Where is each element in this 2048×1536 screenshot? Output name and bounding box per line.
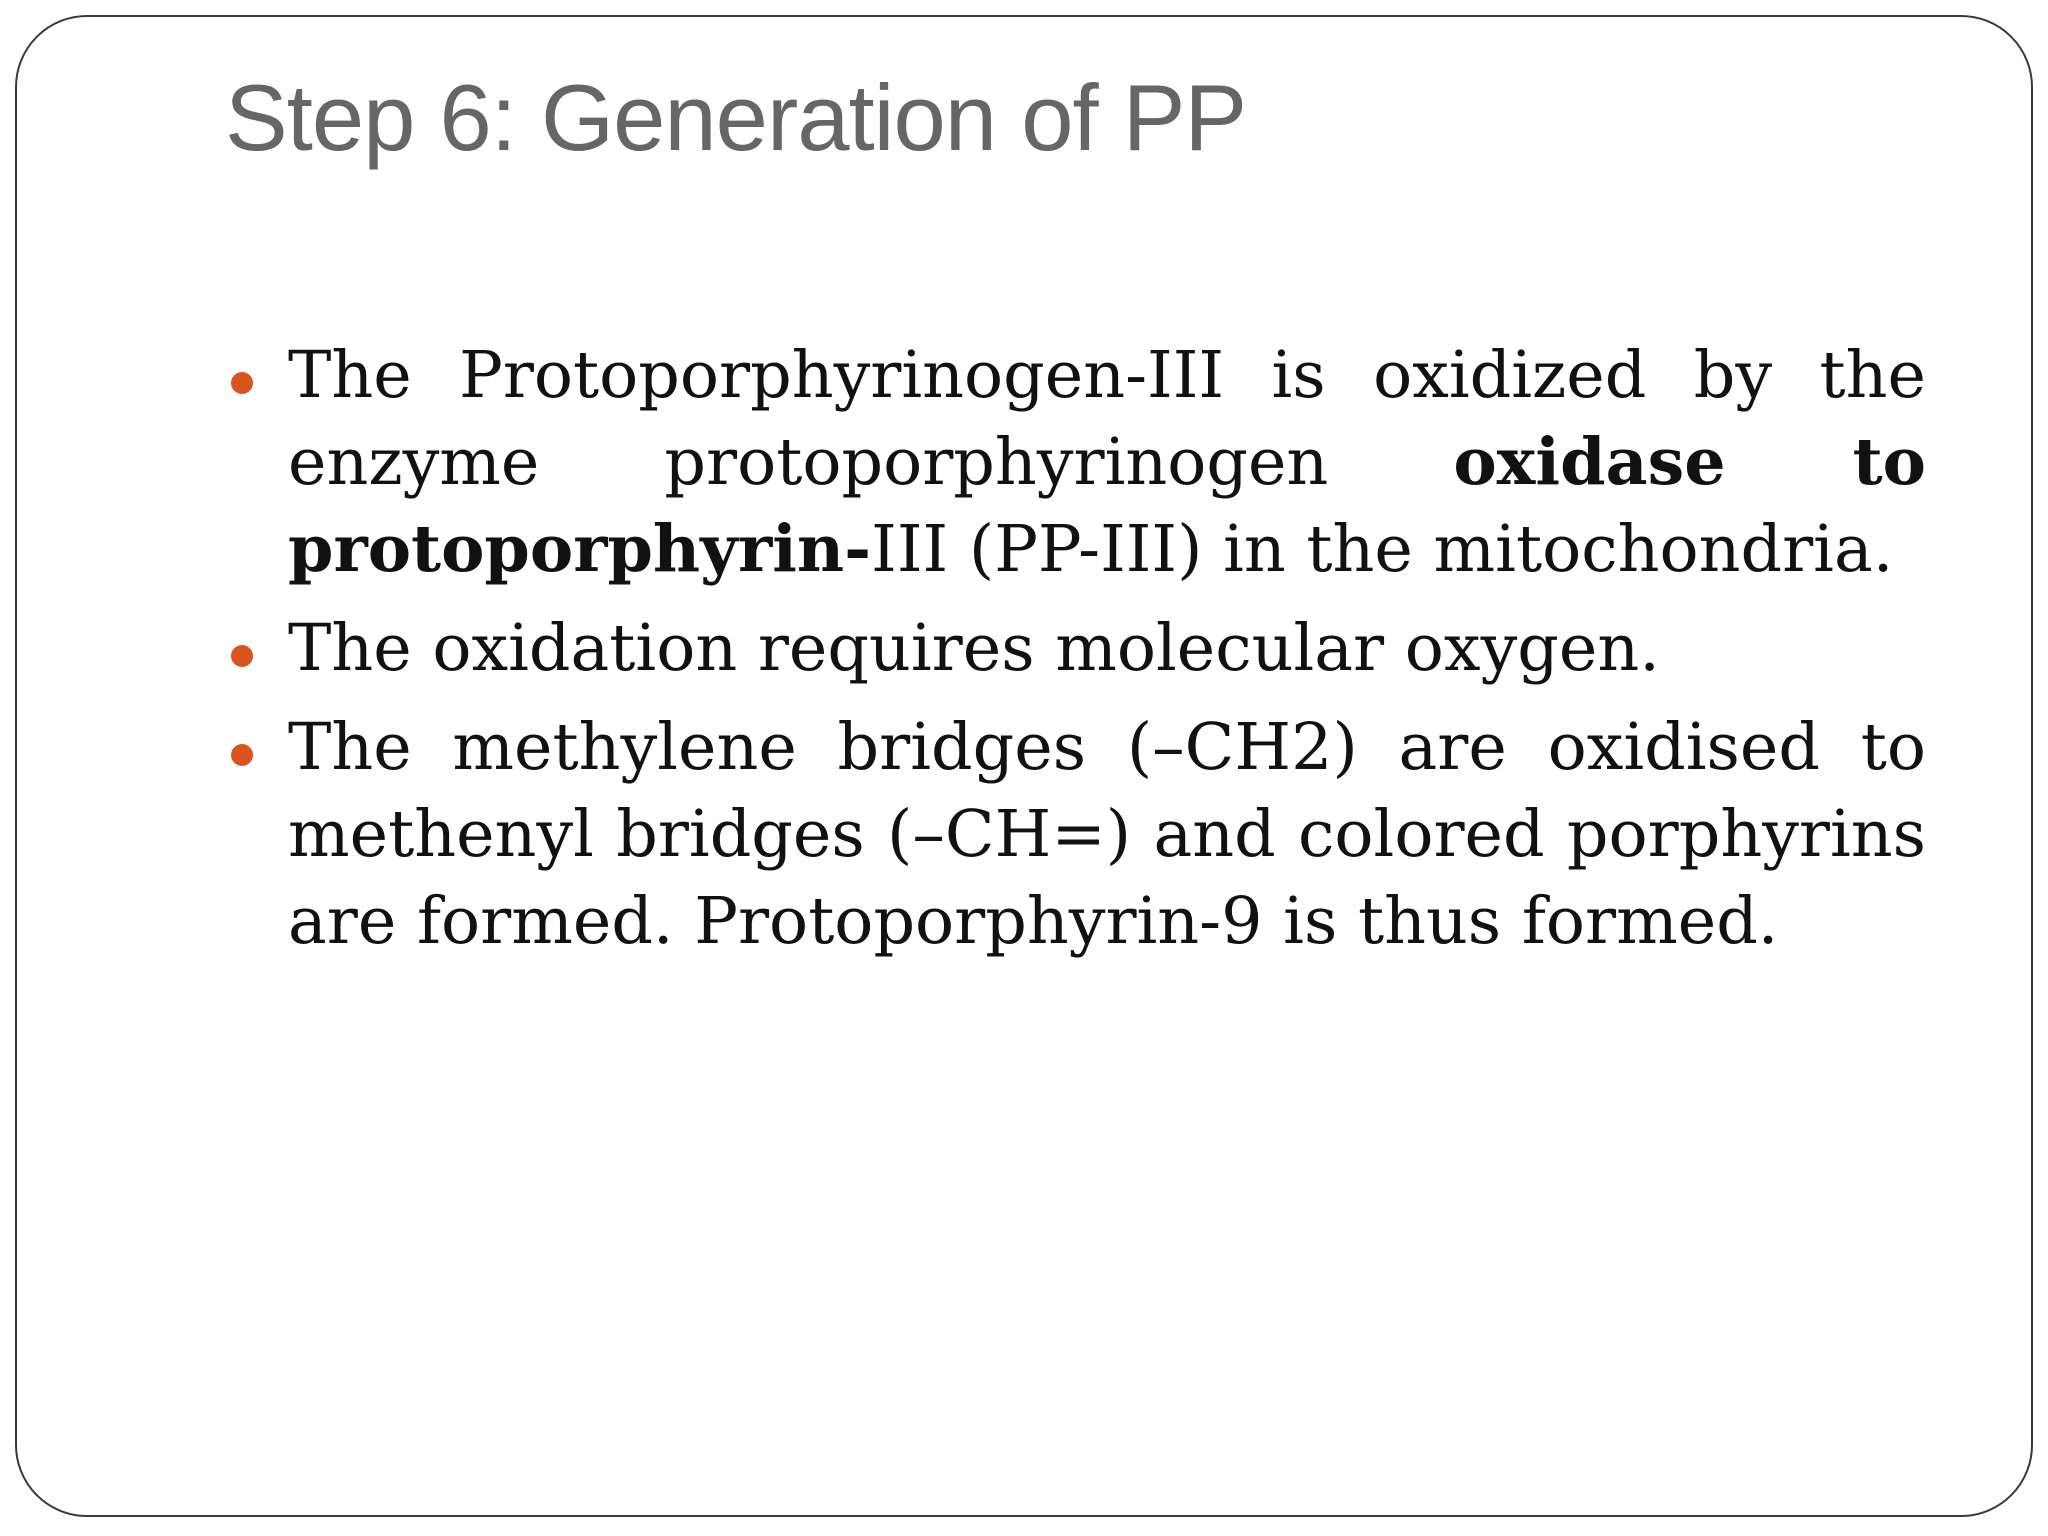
bullet-text (288, 704, 1926, 965)
bullet-item (228, 605, 1926, 692)
bullet-list (228, 332, 1926, 977)
bullet-dot-icon (231, 744, 253, 766)
bullet-text-segment: The methylene bridges (–CH2) are oxidised to methenyl bridges (–CH=) and colored porphyrins are formed. Protoporphyrin-9 is thus formed. (288, 710, 1926, 959)
bullet-text-segment: The oxidation requires molecular oxygen. (288, 611, 1660, 686)
bullet-dot-icon (231, 372, 253, 394)
bullet-item (228, 332, 1926, 593)
bullet-text (288, 332, 1926, 593)
bullet-text-segment: III (PP-III) in the mitochondria. (871, 512, 1894, 587)
bullet-text (288, 605, 1926, 692)
bullet-item (228, 704, 1926, 965)
bullet-text-bold-segment: oxidase to protoporphyrin- (288, 424, 1926, 587)
slide-title: Step 6: Generation of PP (225, 65, 1247, 170)
bullet-text-segment: The Protoporphyrinogen-III is oxidized by the enzyme protoporphyrinogen (288, 338, 1926, 500)
bullet-dot-icon (231, 645, 253, 667)
